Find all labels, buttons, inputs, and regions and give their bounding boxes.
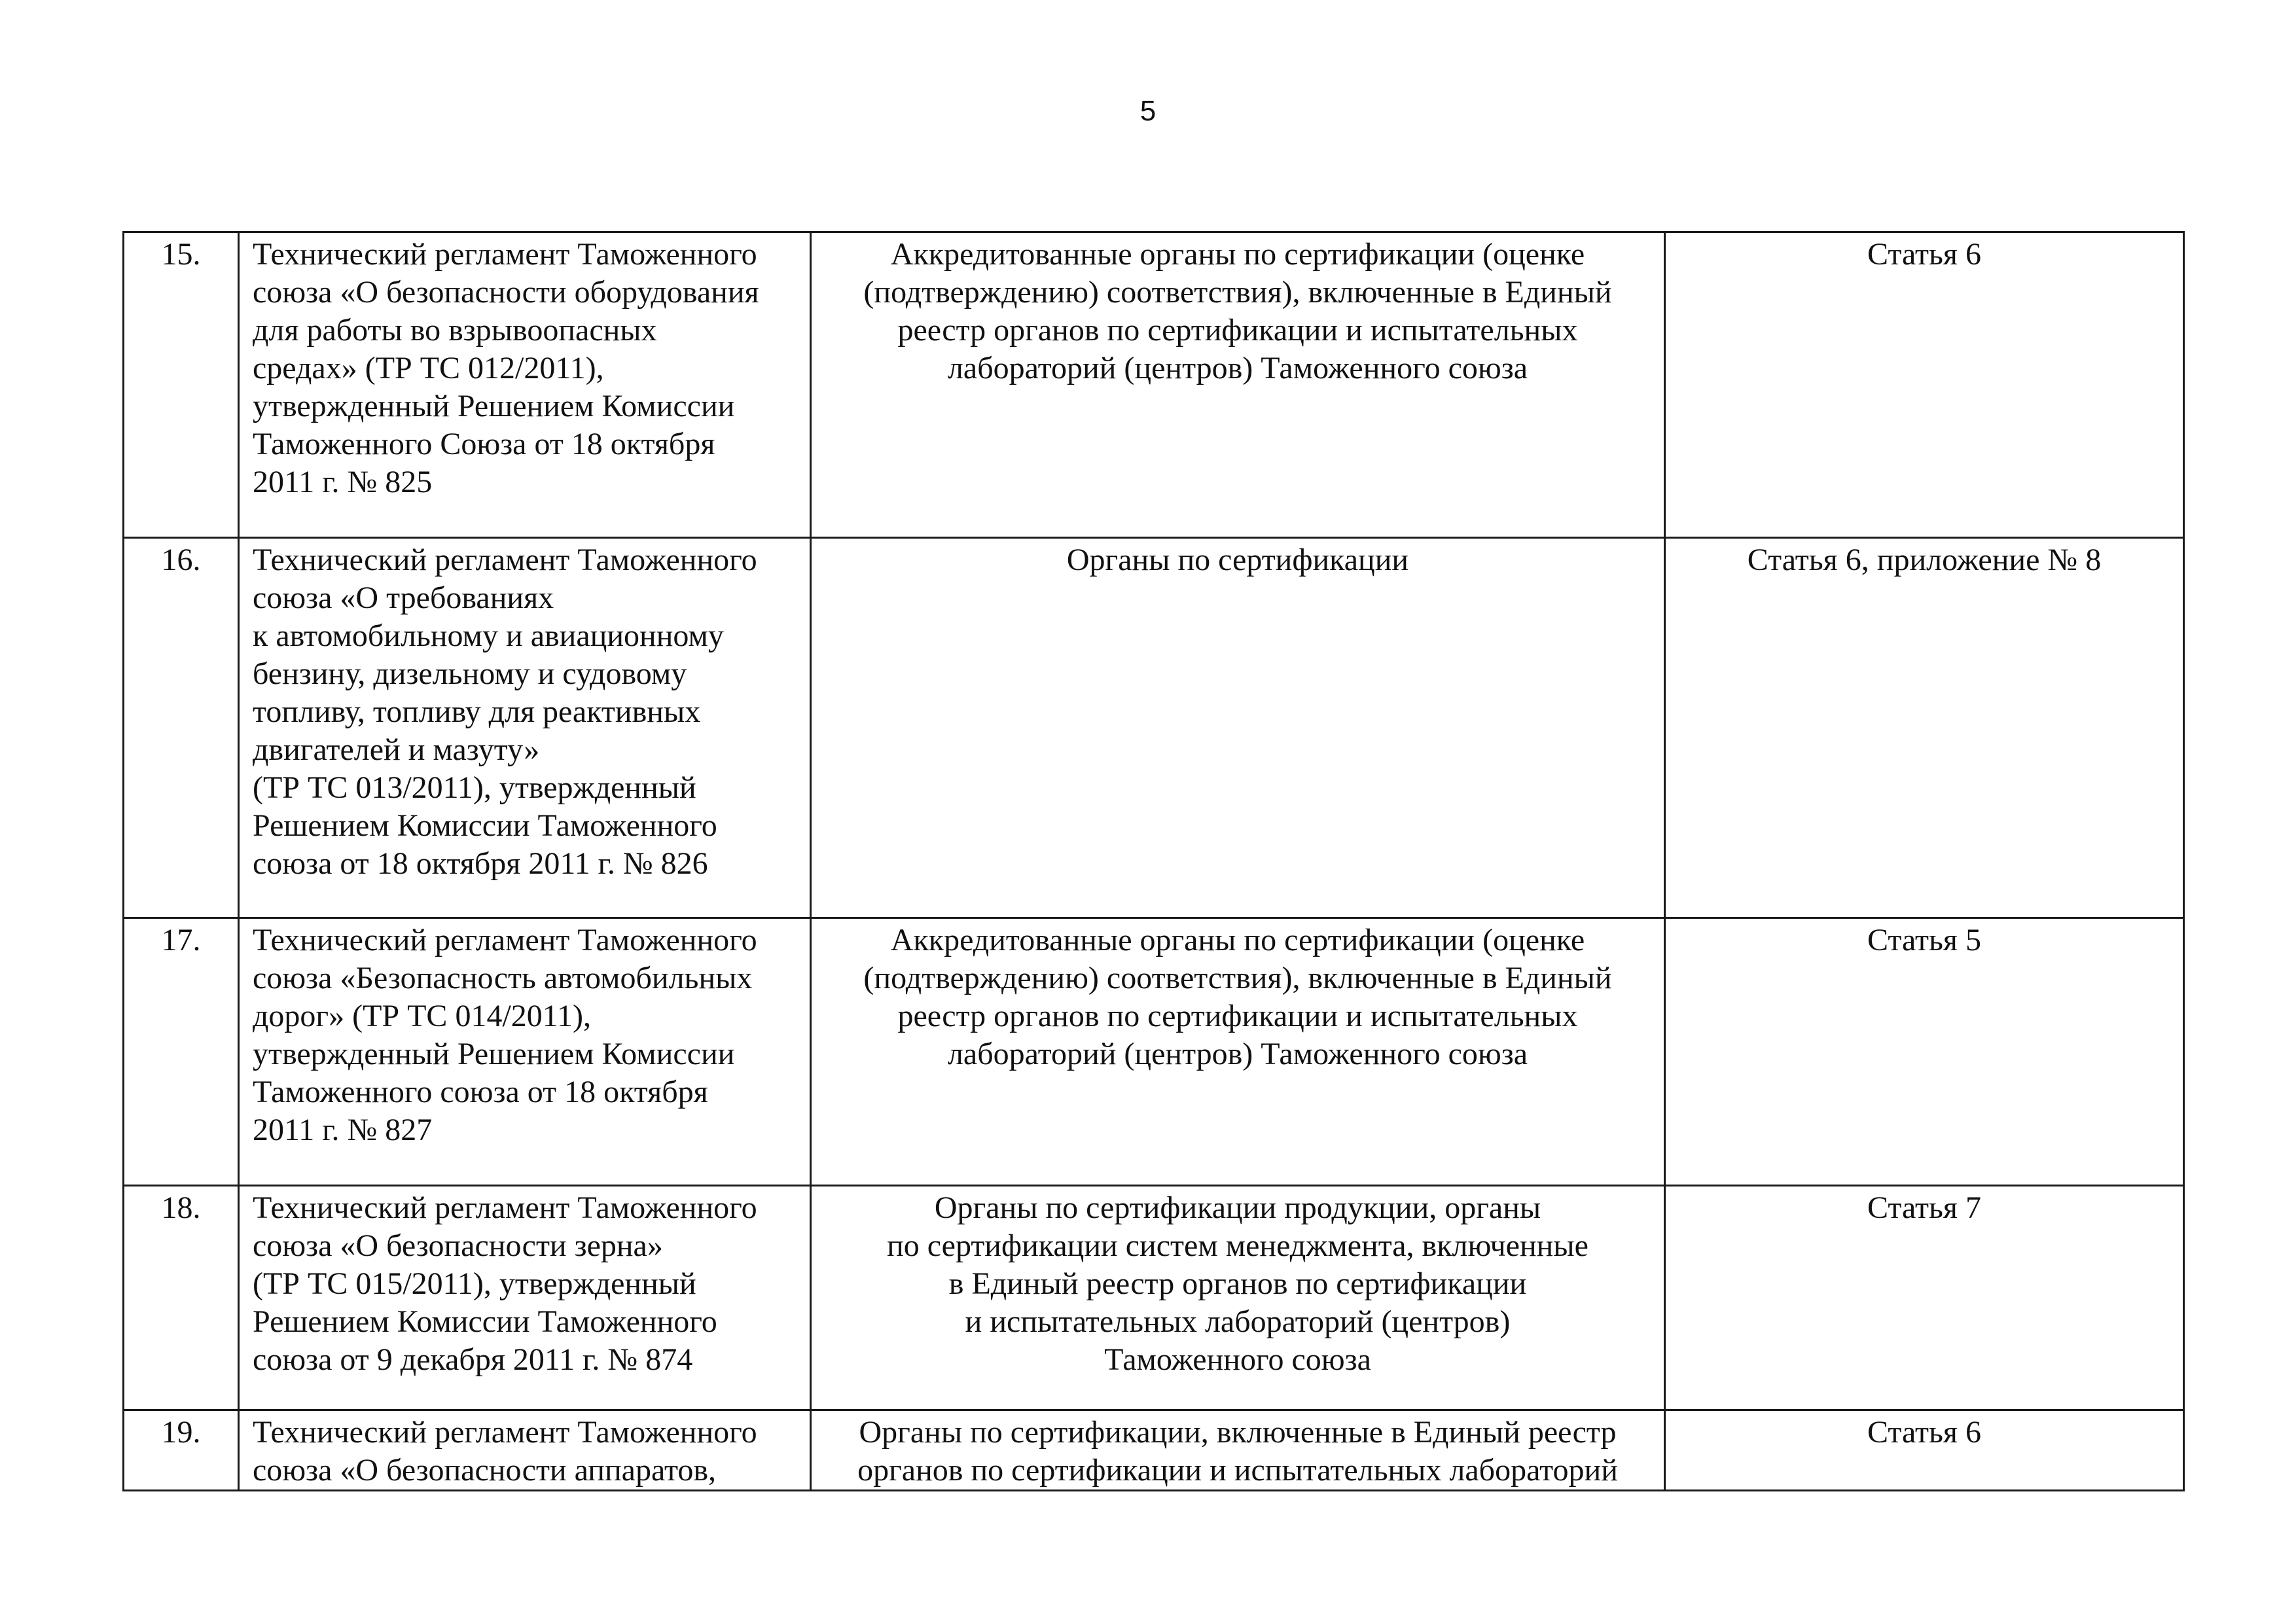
regulation-cell xyxy=(239,1410,811,1491)
regulation-line: союза «Безопасность автомобильных xyxy=(253,961,753,995)
bodies-line: реестр органов по сертификации и испытательных xyxy=(897,313,1578,348)
regulation-line: Технический регламент Таможенного xyxy=(253,923,757,957)
regulation-cell xyxy=(239,232,811,538)
bodies-line: Органы по сертификации продукции, органы xyxy=(934,1190,1541,1225)
regulation-line: 2011 г. № 825 xyxy=(253,465,433,499)
regulation-line: (ТР ТС 013/2011), утвержденный xyxy=(253,770,696,805)
article-cell: Статья 6 xyxy=(1665,232,2184,538)
bodies-line: Органы по сертификации, включенные в Единый реестр xyxy=(859,1415,1617,1450)
article-cell: Статья 6, приложение № 8 xyxy=(1665,538,2184,918)
regulation-line: Таможенного Союза от 18 октября xyxy=(253,427,715,461)
certification-bodies-cell xyxy=(811,538,1665,918)
regulation-cell xyxy=(239,1186,811,1410)
regulation-line: (ТР ТС 015/2011), утвержденный xyxy=(253,1266,696,1301)
bodies-line: Аккредитованные органы по сертификации (оценке xyxy=(890,923,1585,957)
table-row xyxy=(124,1186,2184,1410)
regulation-line: Решением Комиссии Таможенного xyxy=(253,1304,717,1339)
regulation-line: двигателей и мазуту» xyxy=(253,732,540,767)
bodies-line: реестр органов по сертификации и испытательных xyxy=(897,999,1578,1033)
regulation-line: Таможенного союза от 18 октября xyxy=(253,1075,708,1109)
regulation-line: союза «О требованиях xyxy=(253,580,554,615)
regulation-line: союза от 9 декабря 2011 г. № 874 xyxy=(253,1342,693,1377)
regulation-line: топливу, топливу для реактивных xyxy=(253,694,701,729)
regulation-line: Технический регламент Таможенного xyxy=(253,543,757,577)
regulation-line: Решением Комиссии Таможенного xyxy=(253,808,717,843)
regulations-table xyxy=(122,231,2185,1491)
article-cell: Статья 5 xyxy=(1665,918,2184,1186)
regulation-line: дорог» (ТР ТС 014/2011), xyxy=(253,999,591,1033)
regulation-line: союза «О безопасности зерна» xyxy=(253,1228,663,1263)
bodies-line: лабораторий (центров) Таможенного союза xyxy=(947,351,1528,385)
certification-bodies-cell xyxy=(811,918,1665,1186)
bodies-line: (подтверждению) соответствия), включенные в Единый xyxy=(863,961,1612,995)
regulation-line: Технический регламент Таможенного xyxy=(253,1415,757,1450)
regulation-line: союза «О безопасности оборудования xyxy=(253,275,759,310)
regulation-cell xyxy=(239,918,811,1186)
table-row xyxy=(124,918,2184,1186)
article-cell: Статья 7 xyxy=(1665,1186,2184,1410)
regulation-line: средах» (ТР ТС 012/2011), xyxy=(253,351,604,385)
regulation-line: для работы во взрывоопасных xyxy=(253,313,657,348)
regulation-line: 2011 г. № 827 xyxy=(253,1113,433,1147)
bodies-line: в Единый реестр органов по сертификации xyxy=(948,1266,1527,1301)
row-number: 16. xyxy=(124,538,239,918)
table-row xyxy=(124,1410,2184,1491)
certification-bodies-cell xyxy=(811,232,1665,538)
regulation-line: к автомобильному и авиационному xyxy=(253,618,724,653)
regulation-line: утвержденный Решением Комиссии xyxy=(253,389,735,423)
page-number: 5 xyxy=(1139,95,1157,127)
row-number: 19. xyxy=(124,1410,239,1491)
table-row xyxy=(124,232,2184,538)
table-row xyxy=(124,538,2184,918)
bodies-line: по сертификации систем менеджмента, включенные xyxy=(887,1228,1588,1263)
regulation-line: Технический регламент Таможенного xyxy=(253,237,757,272)
certification-bodies-cell xyxy=(811,1410,1665,1491)
regulation-cell xyxy=(239,538,811,918)
row-number: 18. xyxy=(124,1186,239,1410)
regulation-line: утвержденный Решением Комиссии xyxy=(253,1037,735,1071)
regulation-line: союза «О безопасности аппаратов, xyxy=(253,1453,717,1488)
bodies-line: Аккредитованные органы по сертификации (оценке xyxy=(890,237,1585,272)
bodies-line: (подтверждению) соответствия), включенные в Единый xyxy=(863,275,1612,310)
regulation-line: бензину, дизельному и судовому xyxy=(253,656,687,691)
bodies-line: Таможенного союза xyxy=(1104,1342,1371,1377)
bodies-line: Органы по сертификации xyxy=(1066,543,1409,577)
row-number: 17. xyxy=(124,918,239,1186)
bodies-line: органов по сертификации и испытательных лабораторий xyxy=(857,1453,1618,1488)
bodies-line: лабораторий (центров) Таможенного союза xyxy=(947,1037,1528,1071)
certification-bodies-cell xyxy=(811,1186,1665,1410)
regulation-line: союза от 18 октября 2011 г. № 826 xyxy=(253,846,708,881)
row-number: 15. xyxy=(124,232,239,538)
bodies-line: и испытательных лабораторий (центров) xyxy=(965,1304,1511,1339)
regulation-line: Технический регламент Таможенного xyxy=(253,1190,757,1225)
article-cell: Статья 6 xyxy=(1665,1410,2184,1491)
